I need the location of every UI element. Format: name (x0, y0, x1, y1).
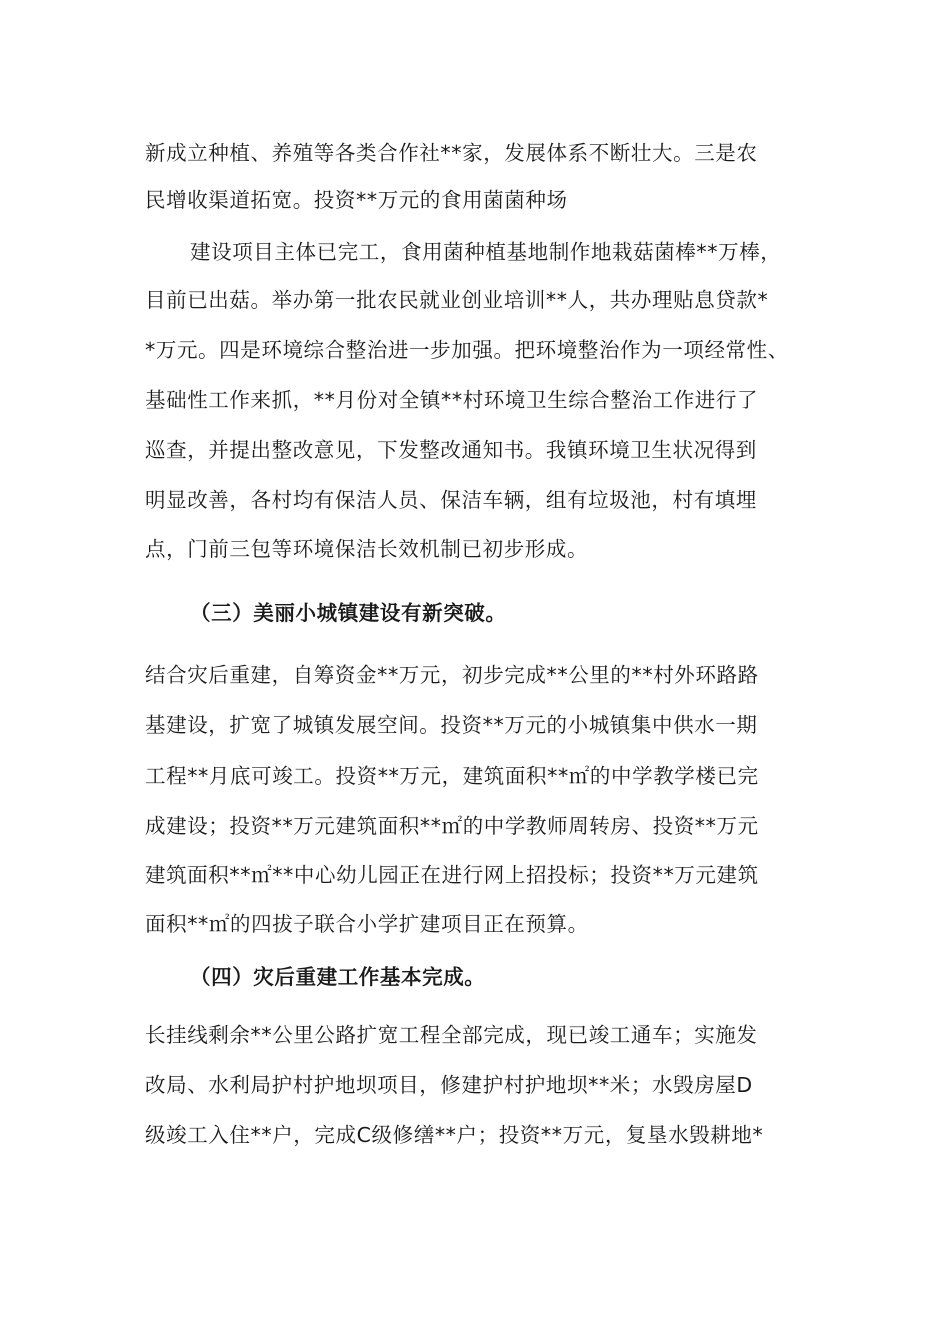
section-heading-4: （四）灾后重建工作基本完成。 (190, 965, 486, 989)
paragraph-line-18: 级竣工入住**户，完成C级修缮**户；投资**万元，复垦水毁耕地* (145, 1123, 764, 1147)
paragraph-line-6: 基础性工作来抓，**月份对全镇**村环境卫生综合整治工作进行了 (145, 388, 759, 412)
paragraph-line-8: 明显改善，各村均有保洁人员、保洁车辆，组有垃圾池，村有填埋 (145, 488, 757, 512)
paragraph-line-10: 结合灾后重建，自筹资金**万元，初步完成**公里的**村外环路路 (145, 663, 759, 687)
paragraph-line-1: 新成立种植、养殖等各类合作社**家，发展体系不断壮大。三是农 (145, 141, 758, 165)
paragraph-line-15: 面积**㎡的四拔子联合小学扩建项目正在预算。 (145, 912, 589, 936)
paragraph-line-5: *万元。四是环境综合整治进一步加强。把环境整治作为一项经常性、 (145, 338, 789, 362)
paragraph-line-13: 成建设；投资**万元建筑面积**㎡的中学教师周转房、投资**万元 (145, 814, 759, 838)
paragraph-line-2: 民增收渠道拓宽。投资**万元的食用菌菌种场 (145, 188, 568, 212)
paragraph-line-17: 改局、水利局护村护地坝项目，修建护村护地坝**米；水毁房屋D (145, 1073, 753, 1097)
paragraph-line-12: 工程**月底可竣工。投资**万元，建筑面积**㎡的中学教学楼已完 (145, 764, 759, 788)
paragraph-line-11: 基建设，扩宽了城镇发展空间。投资**万元的小城镇集中供水一期 (145, 713, 758, 737)
paragraph-line-16: 长挂线剩余**公里公路扩宽工程全部完成，现已竣工通车；实施发 (145, 1023, 758, 1047)
paragraph-line-9: 点，门前三包等环境保洁长效机制已初步形成。 (145, 537, 589, 561)
paragraph-line-7: 巡查，并提出整改意见，下发整改通知书。我镇环境卫生状况得到 (145, 438, 757, 462)
paragraph-line-14: 建筑面积**㎡**中心幼儿园正在进行网上招投标；投资**万元建筑 (145, 863, 759, 887)
section-heading-3: （三）美丽小城镇建设有新突破。 (190, 601, 507, 625)
paragraph-line-4: 目前已出菇。举办第一批农民就业创业培训**人，共办理贴息贷款* (145, 288, 769, 312)
paragraph-line-3: 建设项目主体已完工，食用菌种植基地制作地栽菇菌棒**万棒， (190, 240, 782, 264)
